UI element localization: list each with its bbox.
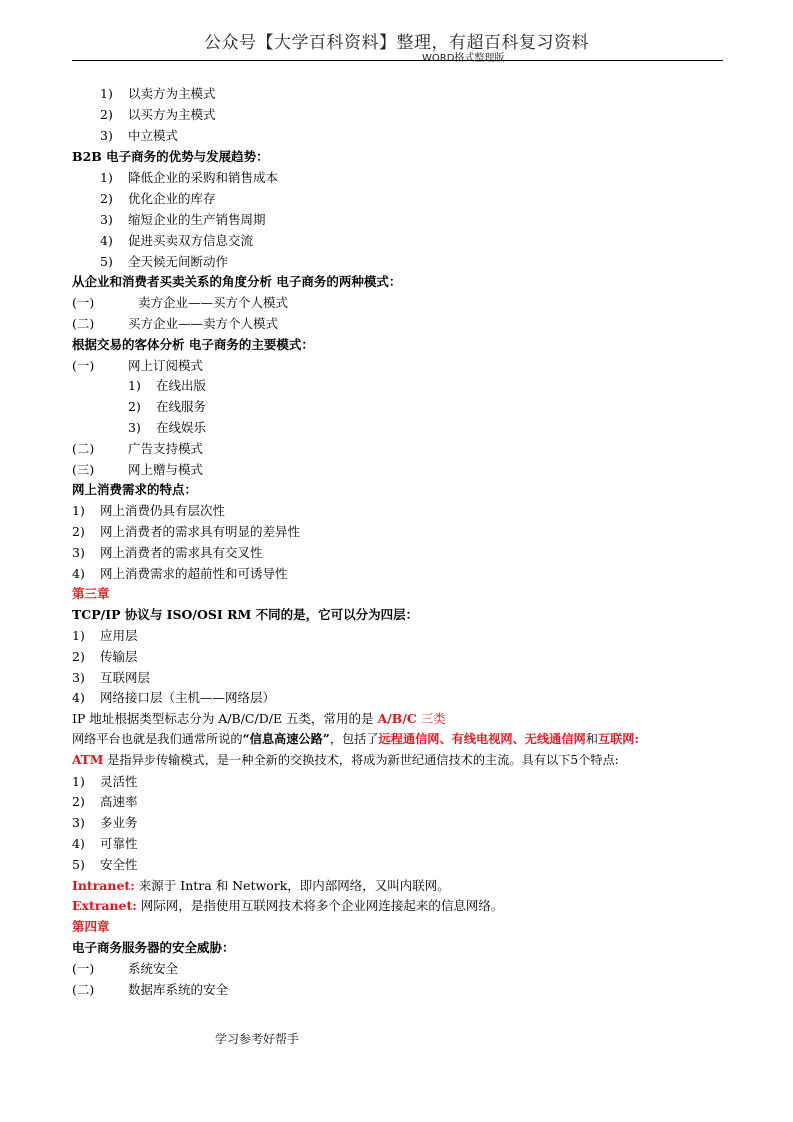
list-item: 1) 网上消费仍具有层次性 — [72, 503, 226, 518]
list-item: (一) 网上订阅模式 — [72, 358, 204, 373]
list-item: (一) 系统安全 — [72, 961, 179, 976]
list-item: (二) 买方企业——卖方个人模式 — [72, 316, 279, 331]
list-item: 4) 可靠性 — [72, 836, 138, 851]
paragraph-intranet: Intranet: 来源于 Intra 和 Network，即内部网络，又叫内联网。 — [72, 878, 450, 893]
list-item: (二) 数据库系统的安全 — [72, 982, 229, 997]
section-heading: 网上消费需求的特点： — [72, 482, 198, 497]
section-heading: 根据交易的客体分析 电子商务的主要模式： — [72, 337, 314, 352]
section-heading: 电子商务服务器的安全威胁： — [72, 940, 235, 955]
list-item: 4) 网上消费需求的超前性和可诱导性 — [72, 566, 288, 581]
list-item: 2) 传输层 — [72, 649, 138, 664]
header-divider — [72, 60, 723, 61]
list-item: 2) 以买方为主模式 — [100, 107, 216, 122]
page-footer: 学习参考好帮手 — [215, 1032, 300, 1046]
paragraph-extranet: Extranet: 网际网，是指使用互联网技术将多个企业网连接起来的信息网络。 — [72, 898, 504, 913]
page-header: 公众号【大学百科资料】整理，有超百科复习资料 — [204, 33, 589, 53]
list-item: 1) 以卖方为主模式 — [100, 86, 216, 101]
page-subheader: WORD格式整理版 — [422, 53, 505, 64]
list-item: 1) 在线出版 — [128, 378, 207, 393]
list-item: 4) 网络接口层（主机——网络层） — [72, 690, 276, 705]
chapter-heading: 第四章 — [72, 919, 110, 934]
list-item: 3) 互联网层 — [72, 670, 151, 685]
list-item: 5) 安全性 — [72, 857, 138, 872]
paragraph-ip-address: IP 地址根据类型标志分为 A/B/C/D/E 五类，常用的是 A/B/C 三类 — [72, 711, 446, 726]
list-item: (二) 广告支持模式 — [72, 441, 204, 456]
list-item: 3) 中立模式 — [100, 128, 179, 143]
paragraph-atm: ATM 是指异步传输模式，是一种全新的交换技术，将成为新世纪通信技术的主流。具有以下5个特点: — [72, 753, 619, 767]
paragraph-network-platform: 网络平台也就是我们通常所说的“信息高速公路”，包括了远程通信网、有线电视网、无线通信网和互联网: — [72, 732, 639, 746]
section-heading: TCP/IP 协议与 ISO/OSI RM 不同的是，它可以分为四层： — [72, 607, 419, 622]
list-item: 5) 全天候无间断动作 — [100, 254, 229, 269]
chapter-heading: 第三章 — [72, 586, 110, 601]
section-heading: B2B 电子商务的优势与发展趋势： — [72, 149, 269, 164]
list-item: 3) 多业务 — [72, 815, 138, 830]
list-item: 3) 在线娱乐 — [128, 420, 207, 435]
list-item: 4) 促进买卖双方信息交流 — [100, 233, 254, 248]
list-item: 3) 缩短企业的生产销售周期 — [100, 212, 266, 227]
list-item: 1) 降低企业的采购和销售成本 — [100, 170, 279, 185]
section-heading: 从企业和消费者买卖关系的角度分析 电子商务的两种模式： — [72, 274, 402, 289]
list-item: (三) 网上赠与模式 — [72, 462, 204, 477]
list-item: 3) 网上消费者的需求具有交叉性 — [72, 545, 263, 560]
list-item: (一) 卖方企业——买方个人模式 — [72, 295, 289, 310]
list-item: 2) 网上消费者的需求具有明显的差异性 — [72, 524, 301, 539]
list-item: 1) 灵活性 — [72, 774, 138, 789]
list-item: 2) 高速率 — [72, 794, 138, 809]
list-item: 2) 在线服务 — [128, 399, 207, 414]
list-item: 1) 应用层 — [72, 628, 138, 643]
list-item: 2) 优化企业的库存 — [100, 191, 216, 206]
